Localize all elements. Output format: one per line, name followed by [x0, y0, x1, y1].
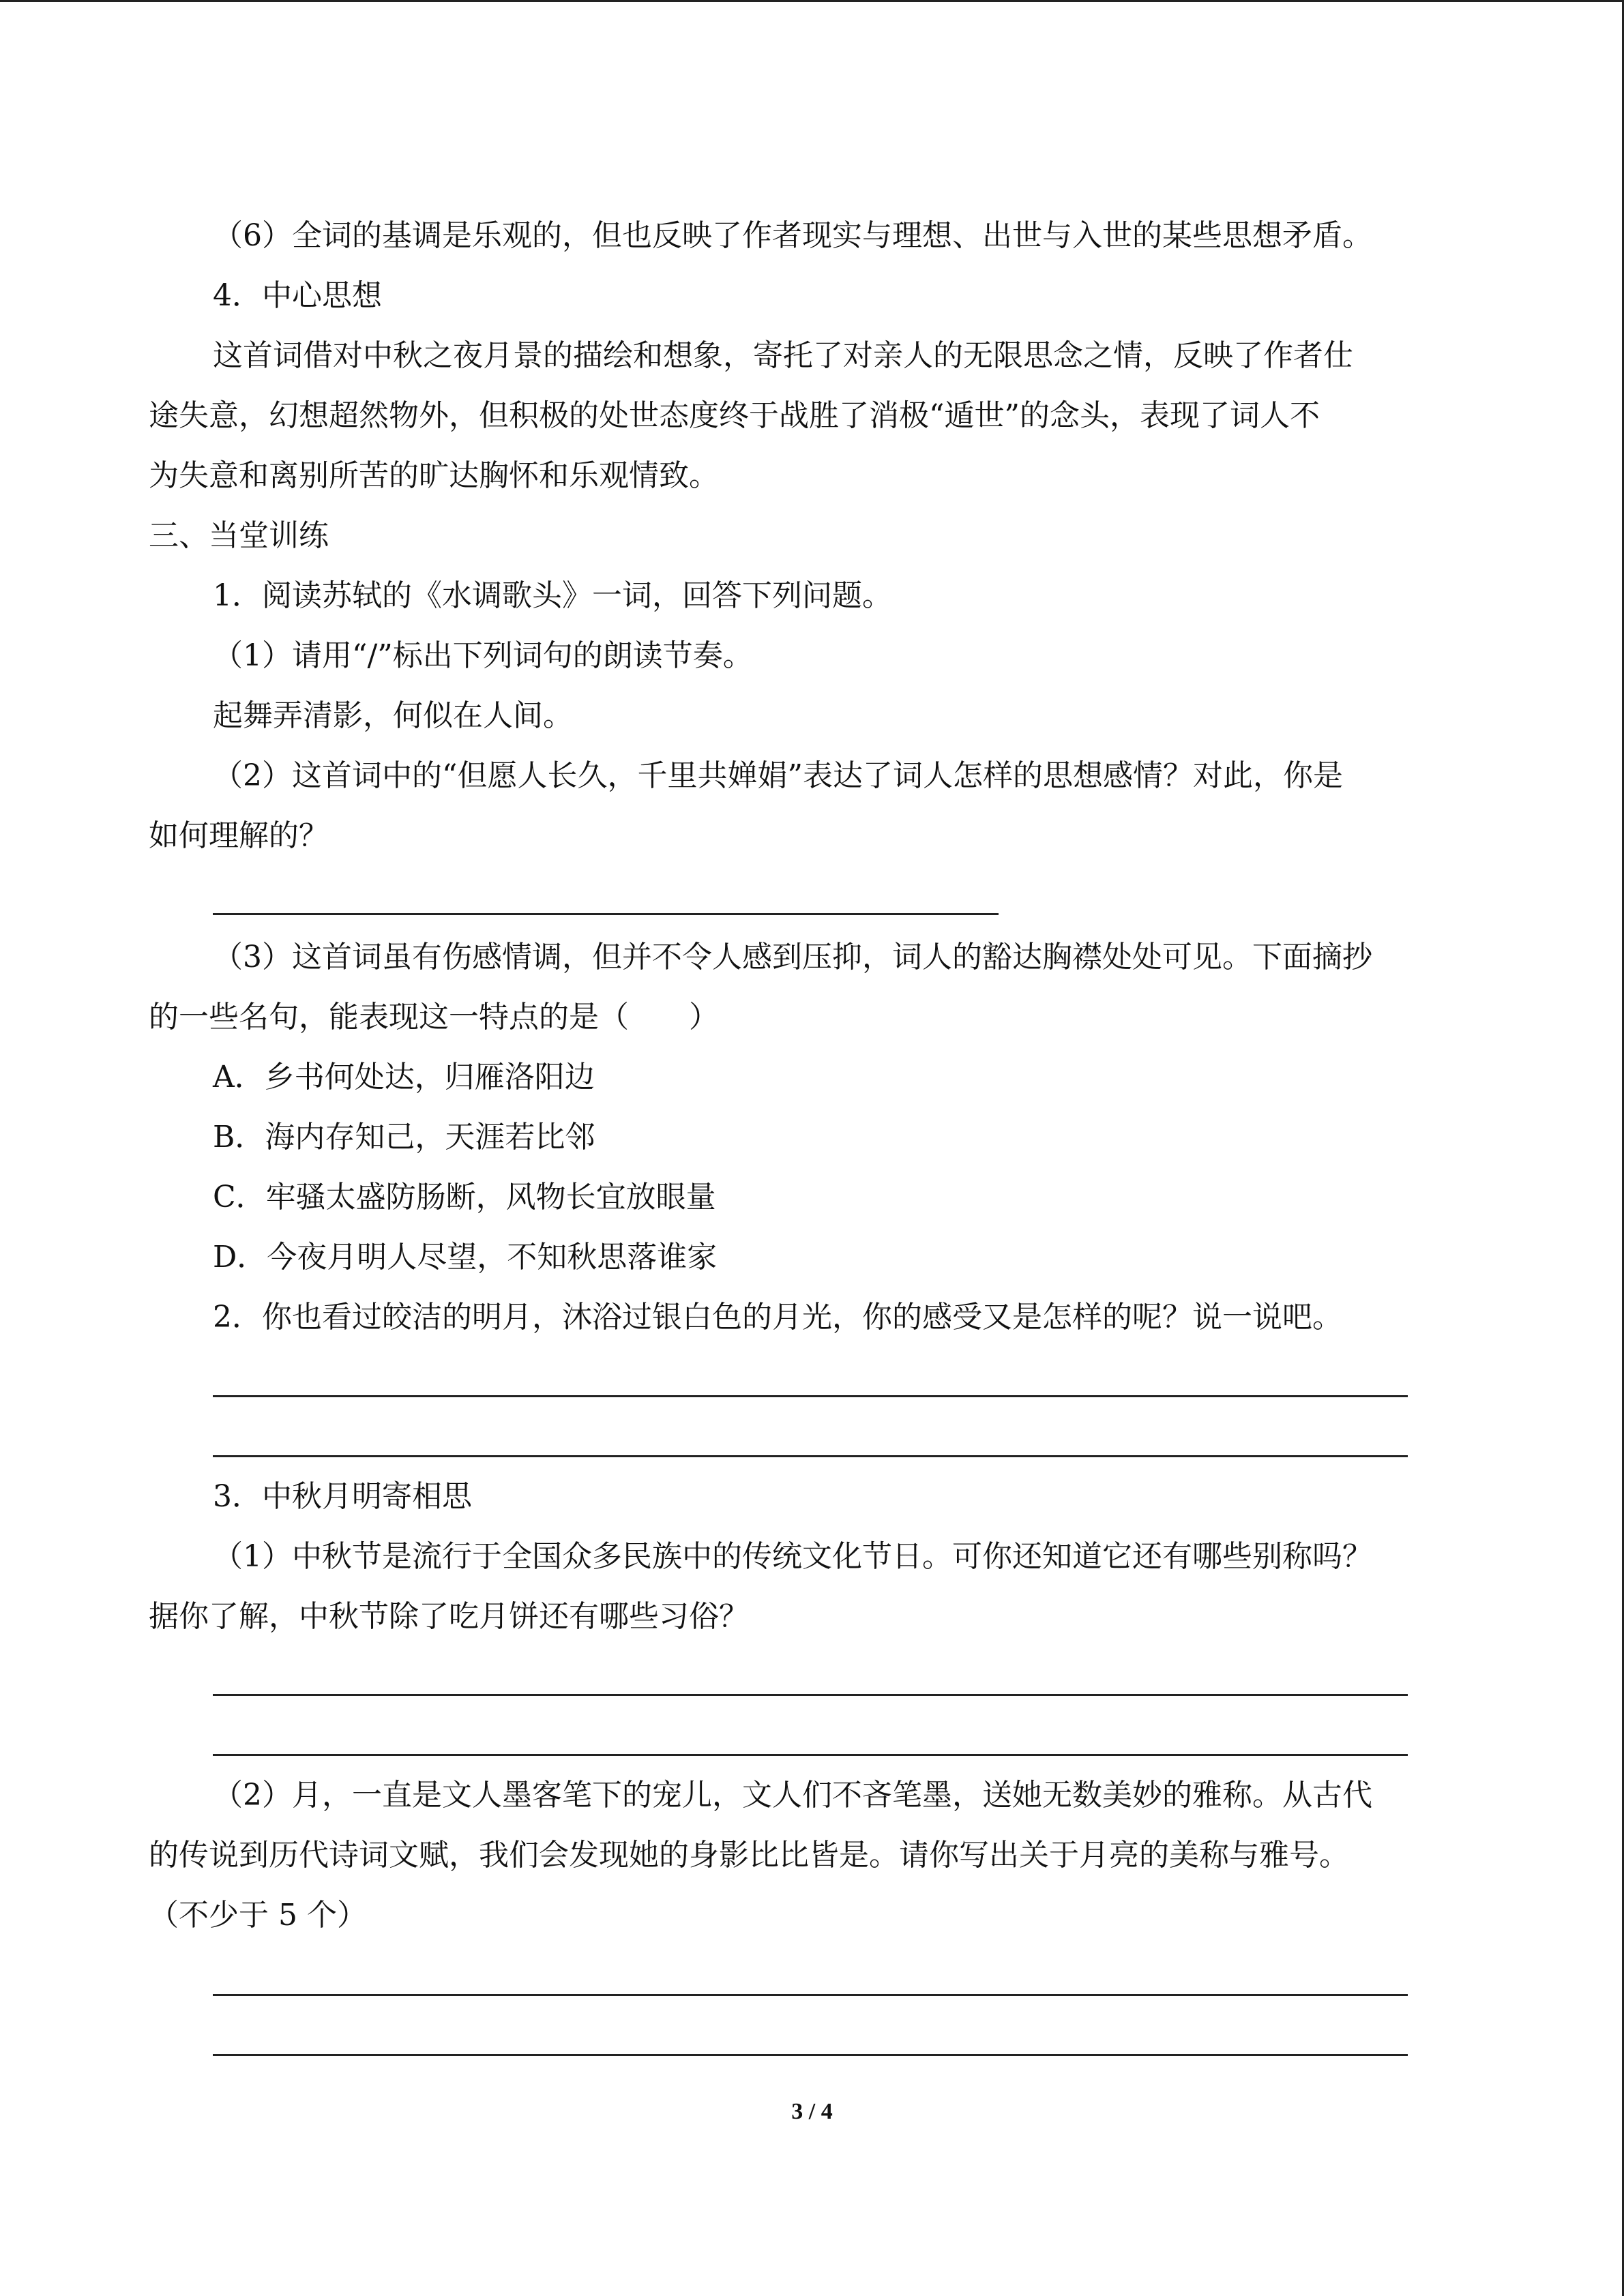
question-1-3-line-2: 的一些名句，能表现这一特点的是（ ） [149, 1000, 719, 1034]
question-3-1-line-1: （1）中秋节是流行于全国众多民族中的传统文化节日。可你还知道它还有哪些别称吗？ [213, 1539, 1372, 1574]
option-a: A．乡书何处达，归雁洛阳边 [213, 1060, 595, 1094]
central-idea-line-1: 这首词借对中秋之夜月景的描绘和想象，寄托了对亲人的无限思念之情，反映了作者仕 [213, 338, 1353, 373]
central-idea-line-3: 为失意和离别所苦的旷达胸怀和乐观情致。 [149, 458, 719, 493]
answer-line-q3-1-1[interactable] [213, 1694, 1408, 1696]
section-heading-classroom-practice: 三、当堂训练 [149, 518, 329, 553]
question-3-heading: 3．中秋月明寄相思 [213, 1479, 472, 1514]
answer-line-q3-2-1[interactable] [213, 1994, 1408, 1996]
question-3-1-line-2: 据你了解，中秋节除了吃月饼还有哪些习俗？ [149, 1599, 749, 1634]
section-heading-central-idea: 4．中心思想 [213, 278, 382, 313]
question-2: 2．你也看过皎洁的明月，沐浴过银白色的月光，你的感受又是怎样的呢？说一说吧。 [213, 1300, 1342, 1335]
page-frame-top [0, 0, 1624, 2]
page-number: 3 / 4 [791, 2099, 833, 2124]
question-1-prompt: 1．阅读苏轼的《水调歌头》一词，回答下列问题。 [213, 578, 892, 613]
question-3-2-line-3: （不少于 5 个） [149, 1898, 367, 1933]
answer-line-q3-1-2[interactable] [213, 1754, 1408, 1756]
question-1-1: （1）请用“/”标出下列词句的朗读节奏。 [213, 638, 753, 673]
answer-line-q1-2[interactable] [213, 913, 999, 915]
option-b: B．海内存知己，天涯若比邻 [213, 1120, 595, 1154]
answer-line-q2-1[interactable] [213, 1395, 1408, 1397]
answer-line-q2-2[interactable] [213, 1455, 1408, 1457]
question-3-2-line-2: 的传说到历代诗词文赋，我们会发现她的身影比比皆是。请你写出关于月亮的美称与雅号。 [149, 1838, 1349, 1873]
summary-point-6: （6）全词的基调是乐观的，但也反映了作者现实与理想、出世与入世的某些思想矛盾。 [213, 218, 1372, 253]
question-1-1-verse: 起舞弄清影，何似在人间。 [213, 698, 573, 733]
question-1-2-line-1: （2）这首词中的“但愿人长久，千里共婵娟”表达了词人怎样的思想感情？对此，你是 [213, 758, 1343, 793]
option-c: C．牢骚太盛防肠断，风物长宜放眼量 [213, 1180, 716, 1214]
central-idea-line-2: 途失意，幻想超然物外，但积极的处世态度终于战胜了消极“遁世”的念头，表现了词人不 [149, 398, 1320, 433]
question-3-2-line-1: （2）月，一直是文人墨客笔下的宠儿，文人们不吝笔墨，送她无数美妙的雅称。从古代 [213, 1778, 1372, 1813]
option-d: D．今夜月明人尽望，不知秋思落谁家 [213, 1240, 718, 1274]
question-1-2-line-2: 如何理解的？ [149, 818, 329, 853]
question-1-3-line-1: （3）这首词虽有伤感情调，但并不令人感到压抑，词人的豁达胸襟处处可见。下面摘抄 [213, 940, 1372, 974]
answer-line-q3-2-2[interactable] [213, 2054, 1408, 2056]
